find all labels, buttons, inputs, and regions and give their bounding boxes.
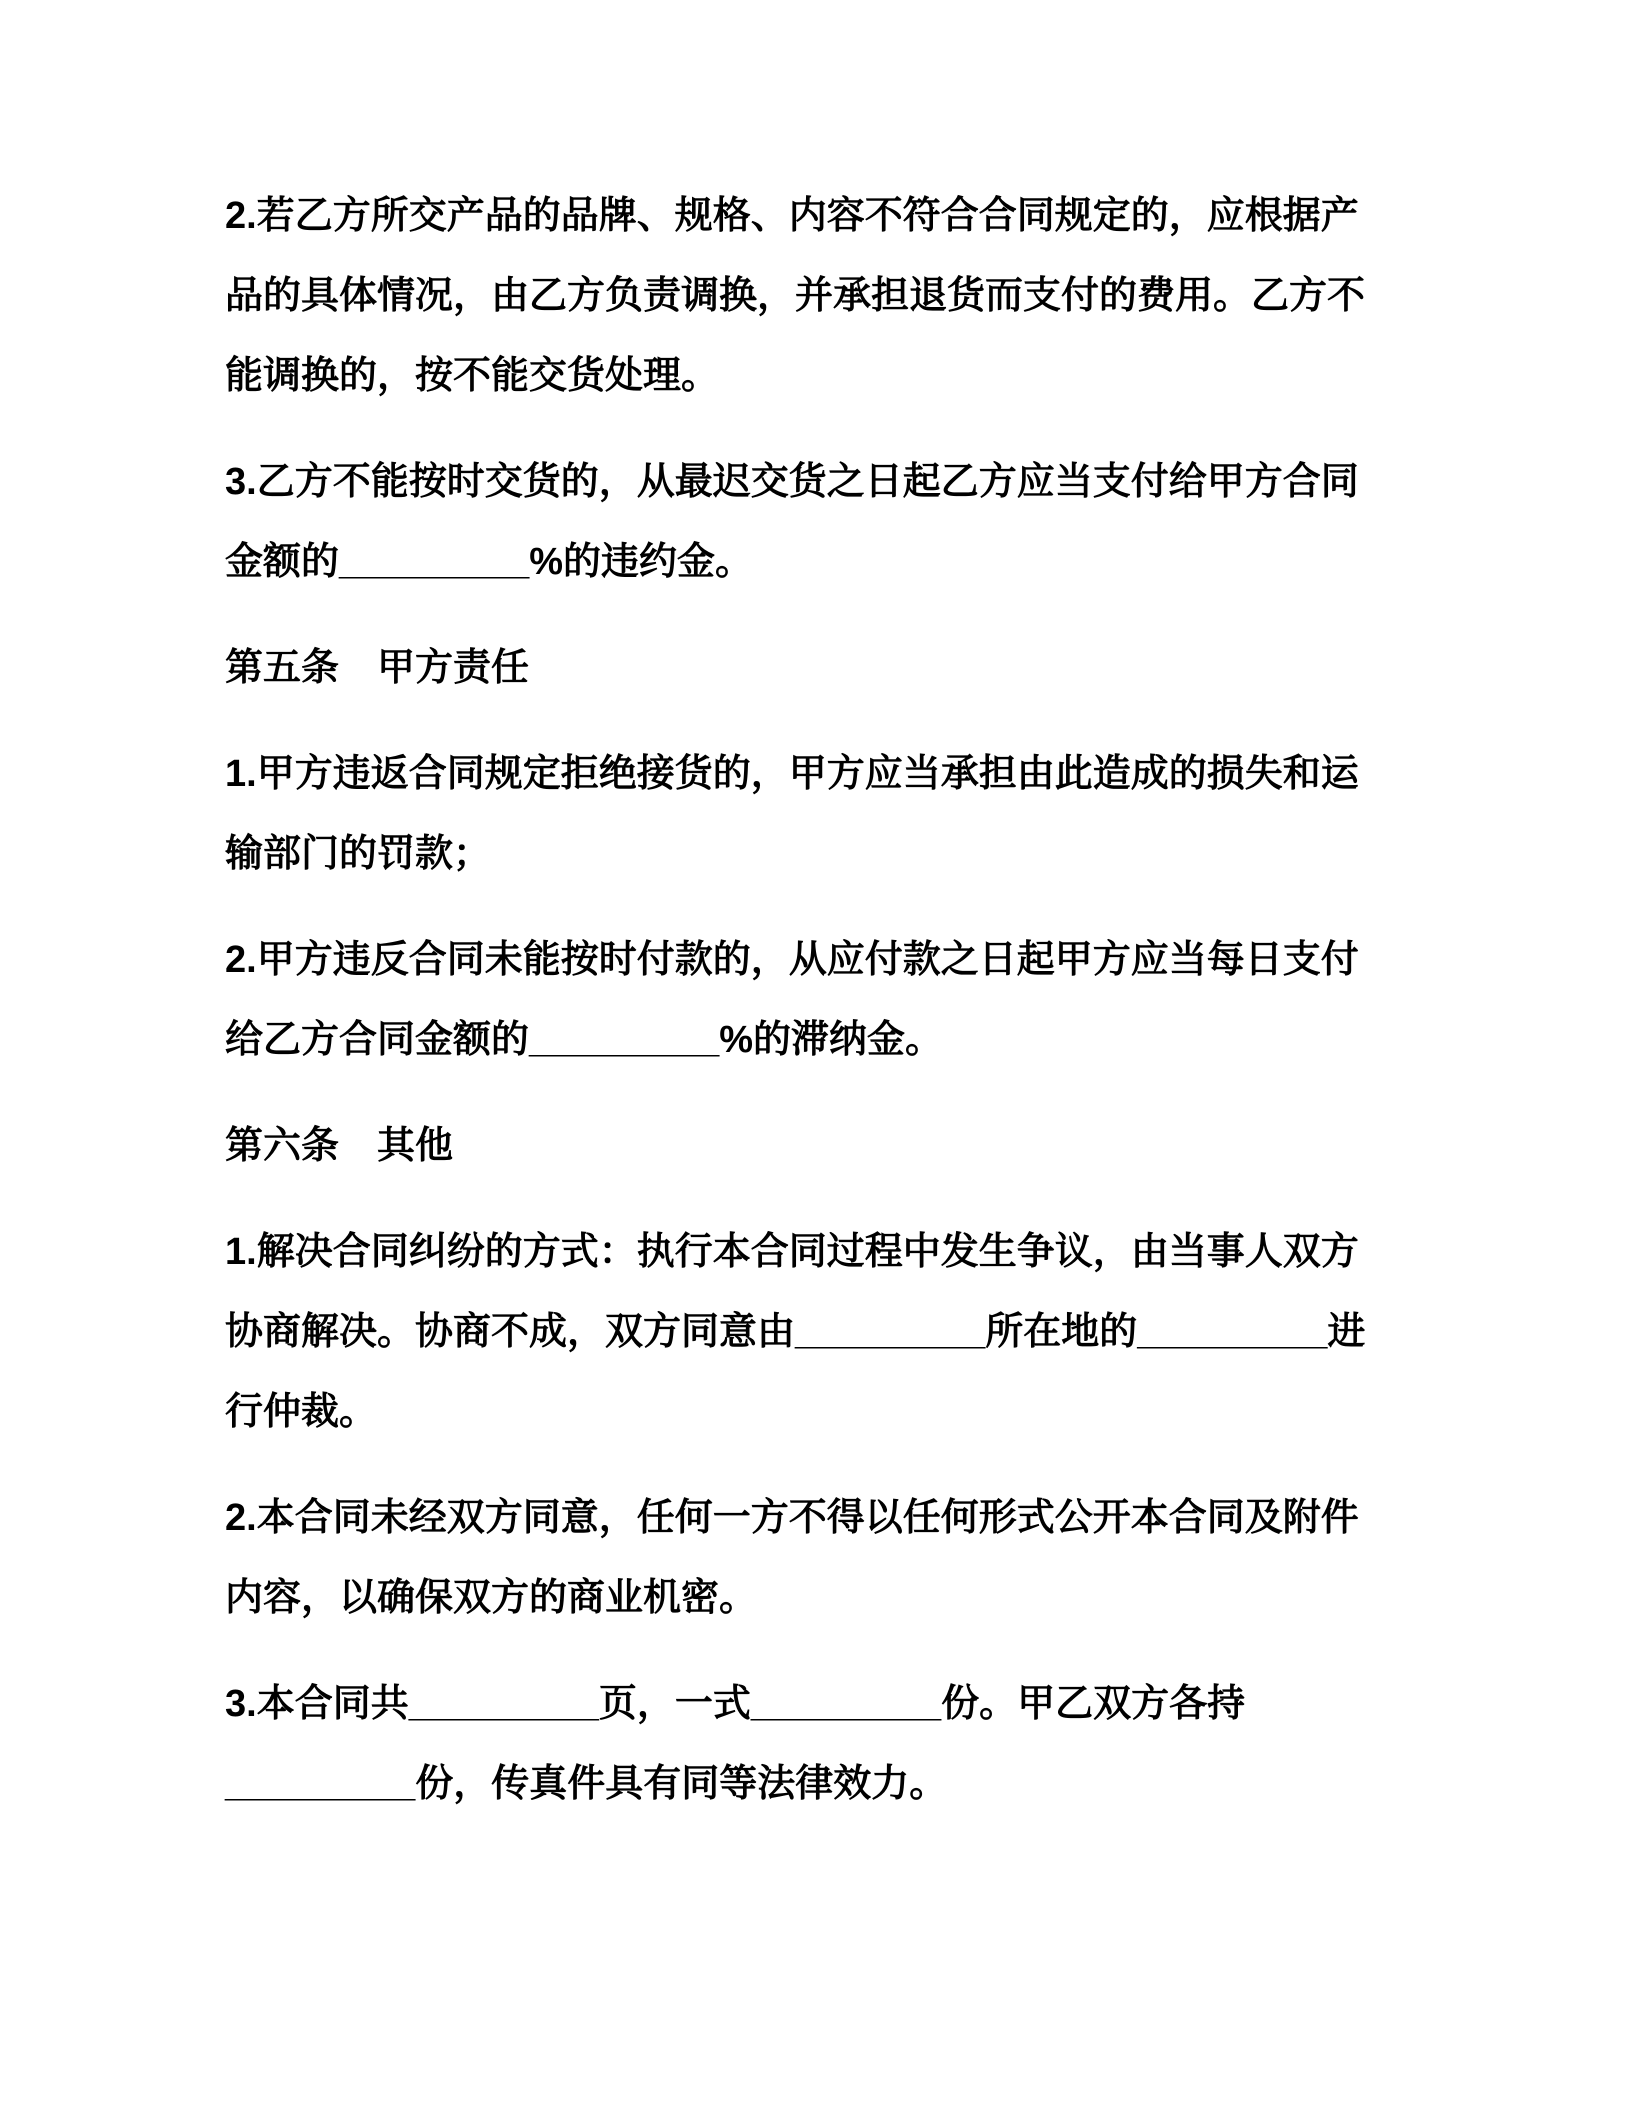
contract-paragraph-copies: 3.本合同共_________页，一式_________份。甲乙双方各持_________份，传真件具有同等法律效力。 [225,1683,1246,1805]
contract-paragraph-late-payment: 2.甲方违反合同未能按时付款的，从应付款之日起甲方应当每日支付给乙方合同金额的_________%的滞纳金。 [225,939,1359,1061]
contract-paragraph-product-mismatch: 2.若乙方所交产品的品牌、规格、内容不符合合同规定的，应根据产品的具体情况，由乙方负责调换，并承担退货而支付的费用。乙方不能调换的，按不能交货处理。 [225,195,1366,397]
contract-paragraph-dispute-resolution: 1.解决合同纠纷的方式：执行本合同过程中发生争议，由当事人双方协商解决。协商不成，双方同意由_________所在地的_________进行仲裁。 [225,1231,1366,1433]
contract-paragraph-refuse-goods: 1.甲方违返合同规定拒绝接货的，甲方应当承担由此造成的损失和运输部门的罚款； [225,753,1359,875]
article-6-heading: 第六条 其他 [225,1125,454,1167]
article-5-heading: 第五条 甲方责任 [225,647,530,689]
contract-text-block [225,176,1375,1824]
contract-paragraph-confidentiality: 2.本合同未经双方同意，任何一方不得以任何形式公开本合同及附件内容，以确保双方的商业机密。 [225,1497,1359,1619]
contract-paragraph-late-delivery: 3.乙方不能按时交货的，从最迟交货之日起乙方应当支付给甲方合同金额的_________%的违约金。 [225,461,1359,583]
